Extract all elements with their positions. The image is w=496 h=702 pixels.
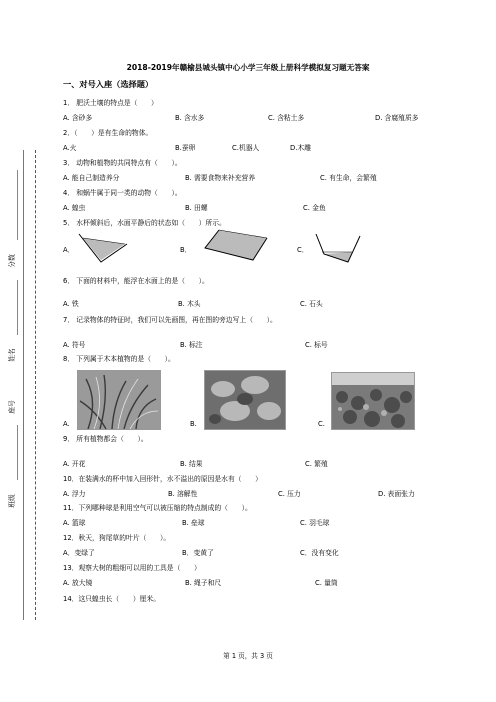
q6-option-b[interactable]: B. 木头 bbox=[178, 300, 201, 308]
q8-option-a[interactable]: A. bbox=[63, 420, 70, 428]
class-label: 班级 bbox=[7, 494, 16, 508]
tilted-cup-a-icon bbox=[77, 230, 129, 266]
q2-option-c[interactable]: C.机器人 bbox=[232, 144, 260, 152]
cut-line bbox=[35, 150, 36, 620]
question-11: 11．下列哪种球是利用空气可以被压缩的特点制成的（ ）。 bbox=[63, 504, 252, 512]
q7-option-c[interactable]: C. 标号 bbox=[305, 341, 328, 349]
q5-option-b[interactable]: B． bbox=[180, 246, 192, 254]
question-13: 13．观察大树的粗细可以用的工具是（ ） bbox=[63, 564, 201, 572]
question-5: 5． 水杯倾斜后，水面平静后的状态如（ ）所示。 bbox=[63, 219, 226, 227]
q12-option-c[interactable]: C．没有变化 bbox=[300, 549, 339, 557]
q3-option-a[interactable]: A. 能自己制造养分 bbox=[63, 174, 120, 182]
q9-option-c[interactable]: C. 繁殖 bbox=[305, 460, 328, 468]
q1-option-b[interactable]: B. 含水多 bbox=[175, 114, 205, 122]
q4-option-a[interactable]: A. 蝗虫 bbox=[63, 204, 86, 212]
q4-option-b[interactable]: B. 田螺 bbox=[185, 204, 208, 212]
q10-option-c[interactable]: C. 压力 bbox=[278, 490, 301, 498]
q2-option-b[interactable]: B.蚕卵 bbox=[175, 144, 196, 152]
q3-option-b[interactable]: B. 需要食物来补充营养 bbox=[185, 174, 256, 182]
q2-option-d[interactable]: D.木雕 bbox=[290, 144, 311, 152]
question-8: 8． 下列属于木本植物的是（ ）。 bbox=[63, 355, 175, 363]
q2-option-a[interactable]: A.火 bbox=[63, 144, 77, 152]
score-blank bbox=[17, 170, 18, 240]
q6-option-a[interactable]: A. 铁 bbox=[63, 300, 79, 308]
q13-option-c[interactable]: C. 量筒 bbox=[315, 579, 338, 587]
tilted-cup-b-icon bbox=[195, 226, 273, 264]
q13-option-a[interactable]: A. 放大镜 bbox=[63, 579, 93, 587]
q8-option-c[interactable]: C. bbox=[318, 420, 325, 428]
plant-photo-a bbox=[77, 370, 161, 430]
q11-option-b[interactable]: B. 垒球 bbox=[182, 519, 205, 527]
page-title: 2018-2019年赣榆县城头镇中心小学三年级上册科学模拟复习题无答案 bbox=[126, 63, 370, 72]
question-3: 3． 动物和植物的共同特点有（ ）。 bbox=[63, 159, 182, 167]
q1-option-c[interactable]: C. 含粘土多 bbox=[268, 114, 305, 122]
plant-photo-b bbox=[204, 370, 286, 430]
q11-option-c[interactable]: C. 羽毛球 bbox=[300, 519, 330, 527]
q7-option-b[interactable]: B. 标注 bbox=[180, 341, 203, 349]
q1-option-d[interactable]: D. 含腐殖质多 bbox=[375, 114, 419, 122]
binding-line bbox=[23, 150, 24, 620]
q6-option-c[interactable]: C. 石头 bbox=[300, 300, 323, 308]
question-4: 4． 和蜗牛属于同一类的动物（ ）。 bbox=[63, 189, 182, 197]
q3-option-c[interactable]: C. 有生命，会繁殖 bbox=[320, 174, 377, 182]
score-label: 分数 bbox=[7, 254, 16, 268]
question-10: 10．在装满水的杯中加入回形针，水不溢出的原因是水有（ ） bbox=[63, 475, 262, 483]
q9-option-a[interactable]: A. 开花 bbox=[63, 460, 86, 468]
name-blank bbox=[17, 280, 18, 335]
question-6: 6． 下面的材料中，能浮在水面上的是（ ）。 bbox=[63, 277, 209, 285]
section-heading: 一、对号入座（选择题） bbox=[63, 79, 154, 89]
question-1: 1． 肥沃土壤的特点是（ ） bbox=[63, 99, 158, 107]
name-label: 姓名 bbox=[7, 348, 16, 362]
q1-option-a[interactable]: A. 含砂多 bbox=[63, 114, 93, 122]
q5-option-a[interactable]: A． bbox=[63, 246, 75, 254]
q10-option-b[interactable]: B. 溶解性 bbox=[168, 490, 198, 498]
q10-option-a[interactable]: A. 浮力 bbox=[63, 490, 86, 498]
question-14: 14．这只蝗虫长（ ）厘米。 bbox=[63, 595, 161, 603]
q4-option-c[interactable]: C. 金鱼 bbox=[303, 204, 326, 212]
question-2: 2．（ ）是有生命的物体。 bbox=[63, 129, 153, 137]
question-9: 9． 所有植物都会（ ）。 bbox=[63, 435, 148, 443]
seat-blank bbox=[17, 425, 18, 480]
q5-option-c[interactable]: C． bbox=[297, 246, 309, 254]
question-7: 7． 记录物体的特征时，我们可以先画图，再在图的旁边写上（ ）。 bbox=[63, 316, 277, 324]
seat-label: 座号 bbox=[7, 400, 16, 414]
tilted-cup-c-icon bbox=[312, 230, 362, 268]
page-footer: 第 1 页，共 3 页 bbox=[223, 652, 273, 660]
question-12: 12．秋天，狗尾草的叶片（ ）。 bbox=[63, 534, 171, 542]
q7-option-a[interactable]: A. 符号 bbox=[63, 341, 86, 349]
q11-option-a[interactable]: A. 篮球 bbox=[63, 519, 86, 527]
binding-margin bbox=[0, 0, 60, 702]
q13-option-b[interactable]: B. 绳子和尺 bbox=[185, 579, 222, 587]
plant-photo-c bbox=[331, 372, 415, 430]
q8-option-b[interactable]: B. bbox=[190, 420, 197, 428]
q10-option-d[interactable]: D. 表面张力 bbox=[378, 490, 415, 498]
q12-option-b[interactable]: B．变黄了 bbox=[182, 549, 214, 557]
q9-option-b[interactable]: B. 结果 bbox=[180, 460, 203, 468]
q12-option-a[interactable]: A．变绿了 bbox=[63, 549, 95, 557]
